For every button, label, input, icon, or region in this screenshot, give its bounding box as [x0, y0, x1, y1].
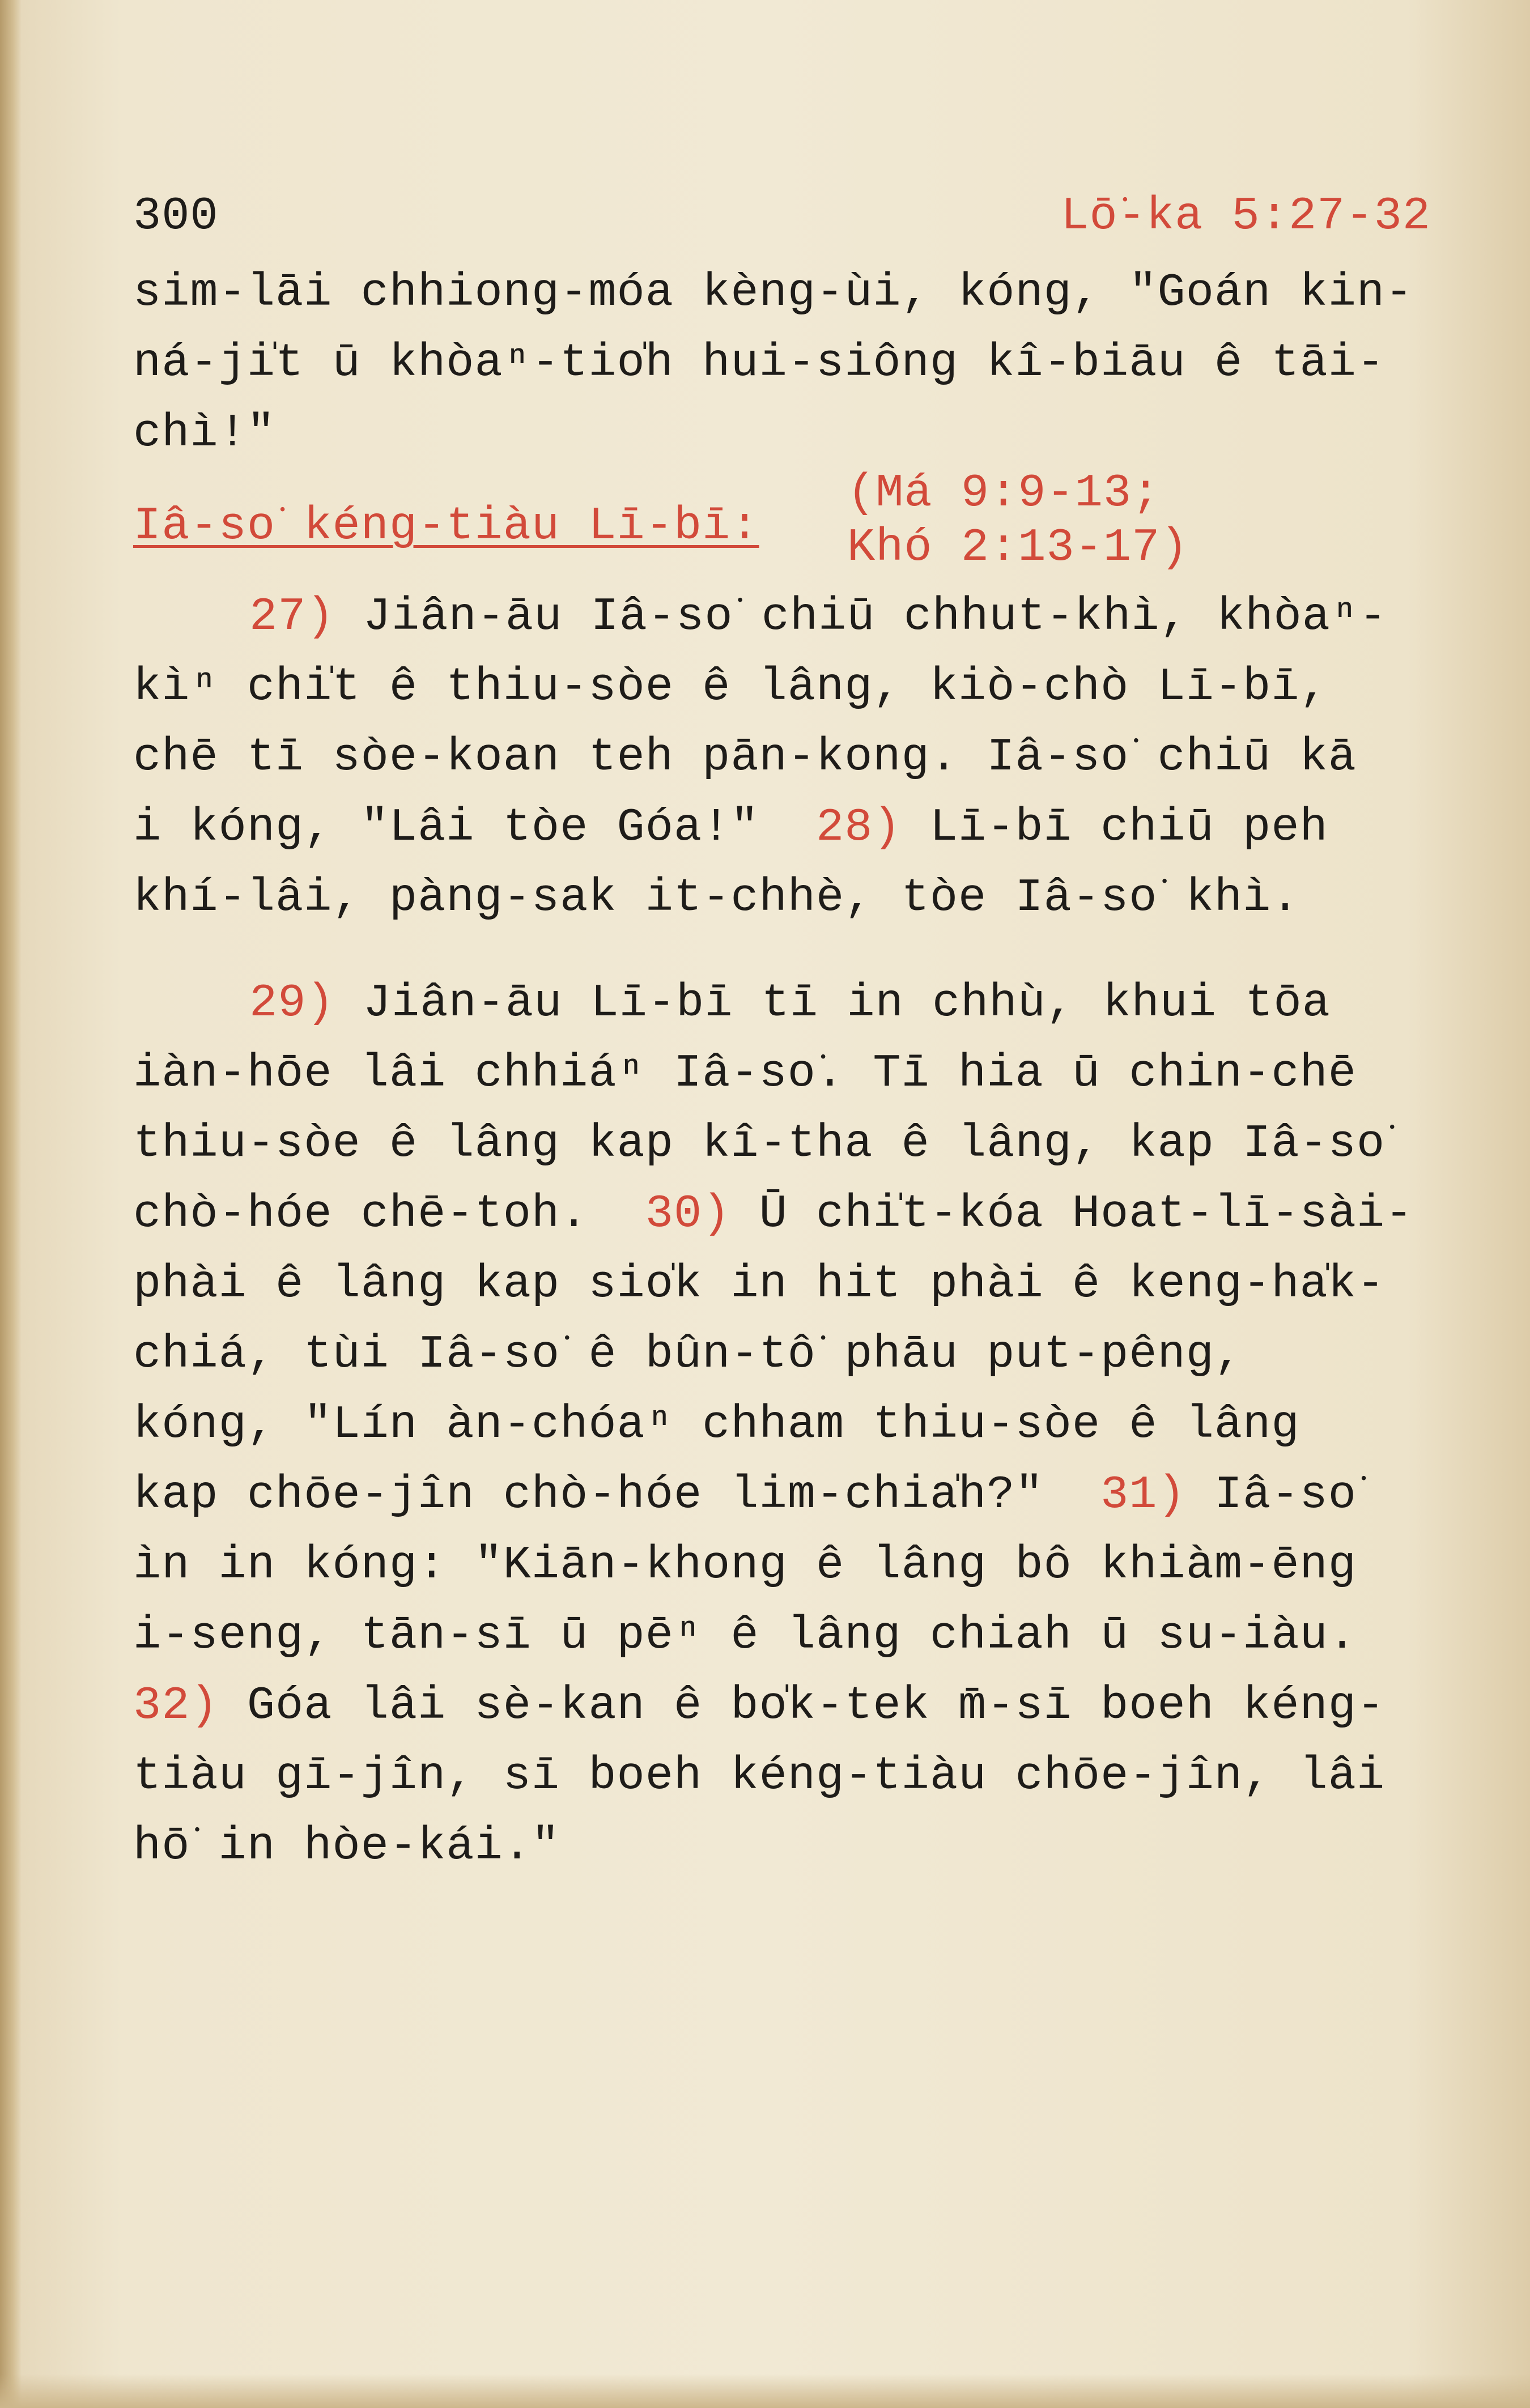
page-header	[133, 181, 1431, 258]
text-line: ìn in kóng: "Kiān-khong ê lâng bô khiàm-ēng	[133, 1539, 1357, 1592]
text-line: kóng, "Lín àn-chóaⁿ chham thiu-sòe ê lâng	[133, 1398, 1300, 1451]
text-line: iàn-hōe lâi chhiáⁿ Iâ-so͘. Tī hia ū chin-chē	[133, 1047, 1357, 1100]
page-content	[133, 181, 1431, 1882]
text-line: thiu-sòe ê lâng kap kî-tha ê lâng, kap Iâ-so͘	[133, 1117, 1386, 1170]
cross-ref-matthew: (Má 9:9-13;	[847, 467, 1161, 520]
page-number: 300	[133, 190, 219, 242]
text-line: phài ê lâng kap sio̍k in hit phài ê keng-ha̍k-	[133, 1258, 1386, 1311]
page-binding-shadow	[0, 0, 22, 2408]
text-line: chì!"	[133, 407, 276, 460]
verse-number: 27)	[249, 590, 335, 643]
text-line: kìⁿ chi̍t ê thiu-sòe ê lâng, kiò-chò Lī-bī,	[133, 661, 1328, 713]
text-line: khí-lâi, pàng-sak it-chhè, tòe Iâ-so͘ khì.	[133, 871, 1300, 924]
text-line: hō͘ in hòe-kái."	[133, 1820, 560, 1873]
paragraph-verses-29-32	[133, 968, 1431, 1882]
paragraph-verses-27-28	[133, 582, 1431, 933]
text-line: 27) Jiân-āu Iâ-so͘ chiū chhut-khì, khòaⁿ-	[249, 590, 1388, 643]
verse-number: 30)	[645, 1188, 731, 1240]
text-line: ná-ji̍t ū khòaⁿ-tio̍h hui-siông kî-biāu ê tāi-	[133, 337, 1386, 389]
verse-number: 29)	[249, 977, 335, 1029]
text-line: chiá, tùi Iâ-so͘ ê bûn-tô͘ phāu put-pêng,	[133, 1328, 1243, 1381]
verse-number: 31)	[1100, 1469, 1186, 1521]
text-line: kap chōe-jîn chò-hóe lim-chia̍h?" 31) Iâ-so͘	[133, 1469, 1357, 1521]
text-line: 32) Góa lâi sè-kan ê bo̍k-tek m̄-sī boeh kéng-	[133, 1679, 1386, 1732]
text-line: i kóng, "Lâi tòe Góa!" 28) Lī-bī chiū peh	[133, 801, 1328, 854]
running-head: Lō͘-ka 5:27-32	[1061, 190, 1431, 242]
intro-text	[133, 258, 1431, 469]
text-line: tiàu gī-jîn, sī boeh kéng-tiàu chōe-jîn, lâi	[133, 1750, 1386, 1802]
page-bottom-shadow	[0, 2374, 1530, 2408]
section-title: Iâ-so͘ kéng-tiàu Lī-bī:	[133, 500, 759, 552]
section-heading	[133, 467, 1431, 582]
text-line: 29) Jiân-āu Lī-bī tī in chhù, khui tōa	[249, 977, 1331, 1029]
text-line: sim-lāi chhiong-móa kèng-ùi, kóng, "Goán kin-	[133, 266, 1414, 319]
cross-references	[847, 466, 1189, 575]
verse-number: 28)	[816, 801, 902, 854]
text-line: chē tī sòe-koan teh pān-kong. Iâ-so͘ chiū kā	[133, 731, 1357, 784]
text-line: chò-hóe chē-toh. 30) Ū chi̍t-kóa Hoat-lī-sài-	[133, 1188, 1414, 1240]
text-line: i-seng, tān-sī ū pēⁿ ê lâng chiah ū su-iàu.	[133, 1609, 1357, 1662]
cross-ref-mark: Khó 2:13-17)	[847, 521, 1189, 574]
verse-number: 32)	[133, 1679, 219, 1732]
